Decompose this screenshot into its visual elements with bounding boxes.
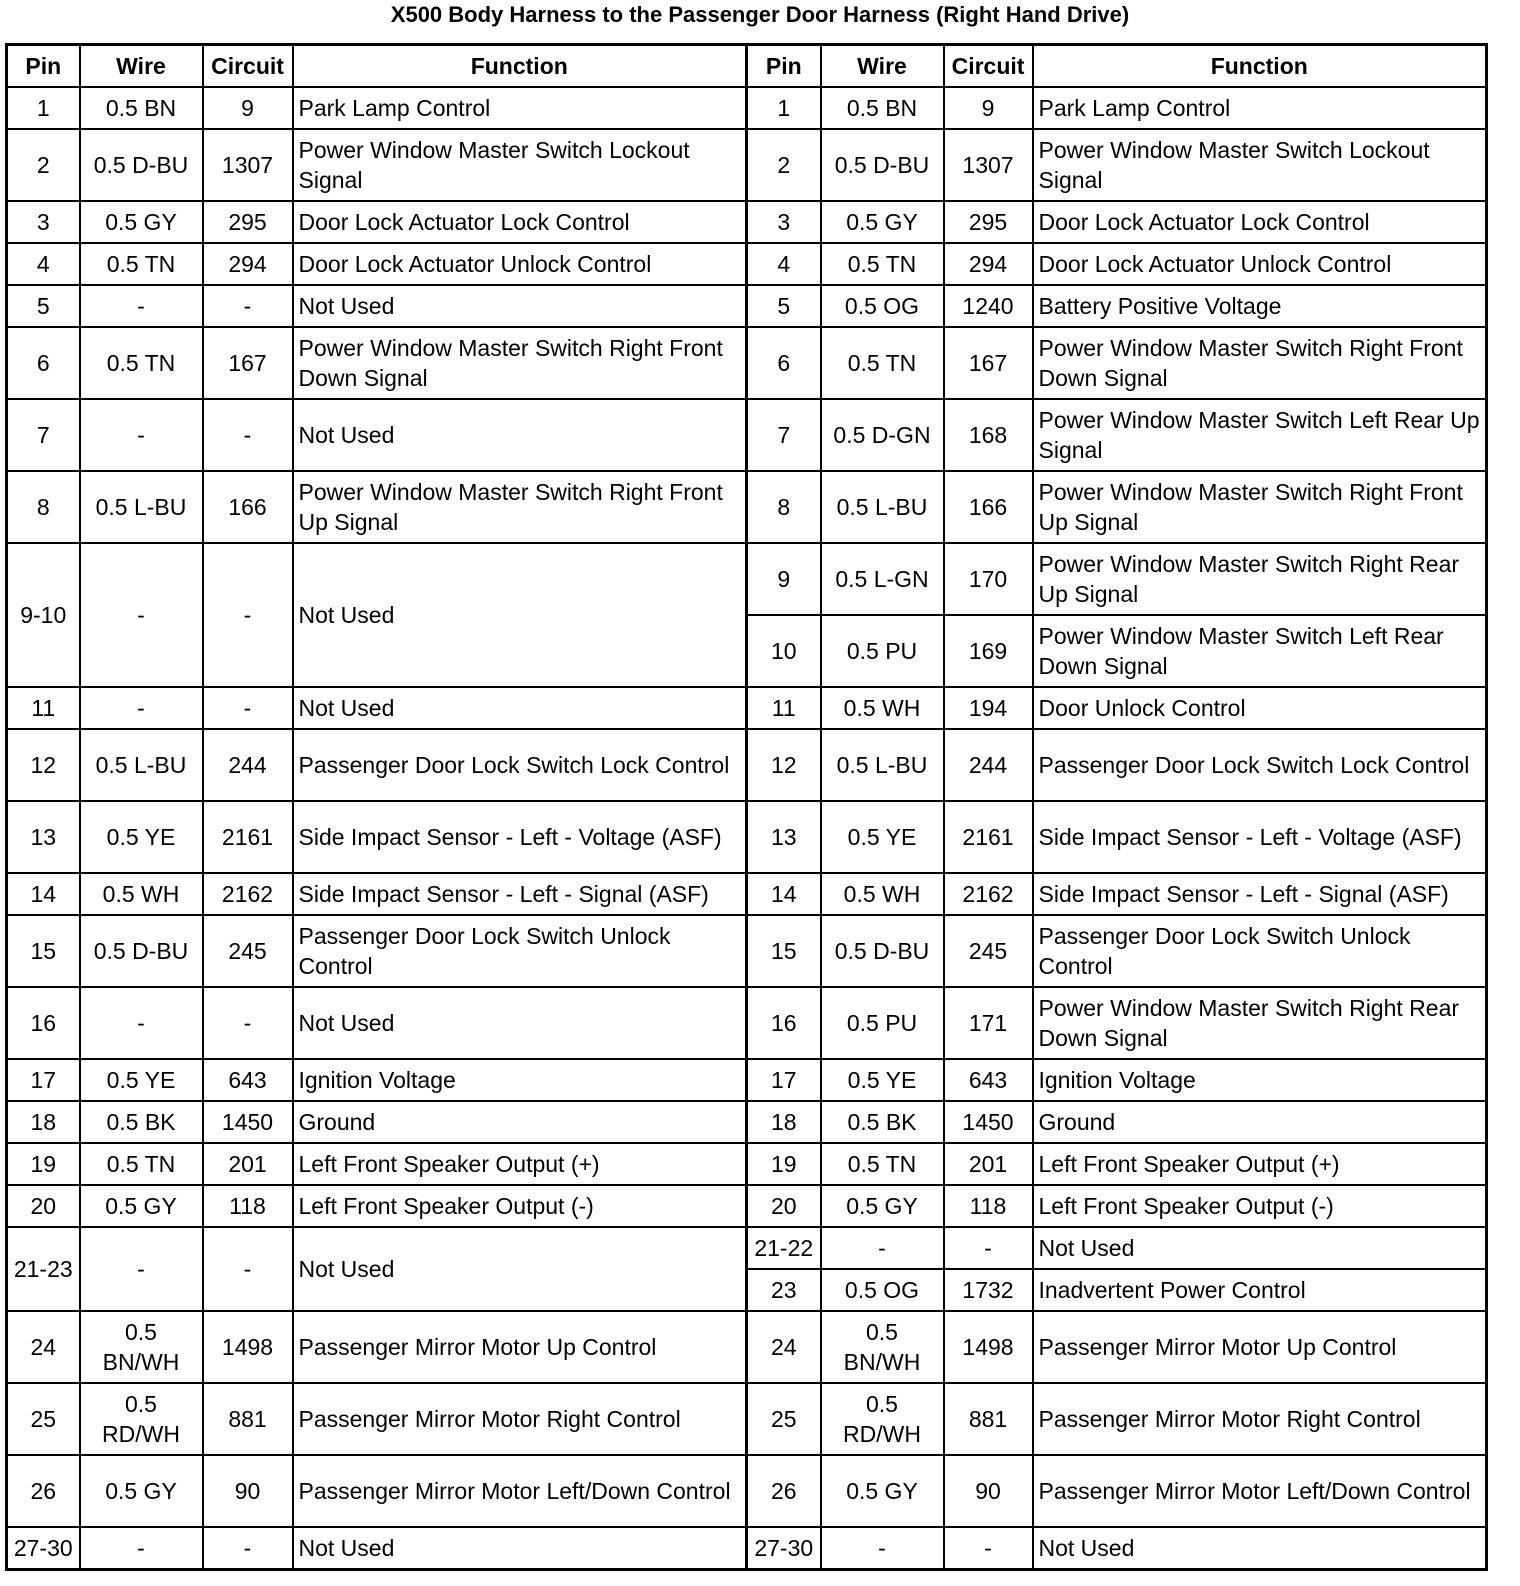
left-pin-cell: 8	[7, 471, 80, 543]
header-function-left: Function	[293, 45, 747, 88]
right-function-cell: Power Window Master Switch Right Rear Down Signal	[1033, 987, 1487, 1059]
right-circuit-cell: 295	[944, 201, 1033, 243]
right-wire-cell: 0.5 YE	[821, 801, 944, 873]
right-function-cell: Passenger Door Lock Switch Unlock Control	[1033, 915, 1487, 987]
header-pin-left: Pin	[7, 45, 80, 88]
right-pin-cell: 12	[747, 729, 821, 801]
left-pin-cell: 6	[7, 327, 80, 399]
right-pin-cell: 9	[747, 543, 821, 615]
left-pin-cell: 7	[7, 399, 80, 471]
left-pin-cell: 15	[7, 915, 80, 987]
table-row	[7, 687, 1487, 729]
right-pin-cell: 4	[747, 243, 821, 285]
right-function-cell: Power Window Master Switch Left Rear Down Signal	[1033, 615, 1487, 687]
left-wire-cell: -	[80, 399, 203, 471]
left-function-cell: Ignition Voltage	[293, 1059, 747, 1101]
right-function-cell: Park Lamp Control	[1033, 87, 1487, 129]
right-wire-cell: 0.5 L-BU	[821, 471, 944, 543]
table-row	[7, 729, 1487, 801]
right-wire-cell: -	[821, 1227, 944, 1269]
left-wire-cell: 0.5 TN	[80, 327, 203, 399]
right-wire-cell: 0.5 GY	[821, 1455, 944, 1527]
right-pin-cell: 10	[747, 615, 821, 687]
left-function-cell: Power Window Master Switch Right Front Up Signal	[293, 471, 747, 543]
left-function-cell: Not Used	[293, 687, 747, 729]
right-wire-cell: 0.5 TN	[821, 243, 944, 285]
table-row	[7, 1311, 1487, 1383]
left-pin-cell: 21-23	[7, 1227, 80, 1311]
left-function-cell: Side Impact Sensor - Left - Voltage (ASF)	[293, 801, 747, 873]
left-wire-cell: 0.5 L-BU	[80, 471, 203, 543]
page-title: X500 Body Harness to the Passenger Door Harness (Right Hand Drive)	[390, 2, 1130, 27]
table-row	[7, 201, 1487, 243]
left-wire-cell: 0.5 BN	[80, 87, 203, 129]
right-circuit-cell: 1307	[944, 129, 1033, 201]
left-circuit-cell: 1307	[203, 129, 293, 201]
left-circuit-cell: 294	[203, 243, 293, 285]
right-function-cell: Power Window Master Switch Right Front Up Signal	[1033, 471, 1487, 543]
left-pin-cell: 5	[7, 285, 80, 327]
right-wire-cell: 0.5 GY	[821, 1185, 944, 1227]
right-pin-cell: 17	[747, 1059, 821, 1101]
left-wire-cell: 0.5 D-BU	[80, 129, 203, 201]
table-row	[7, 1059, 1487, 1101]
right-function-cell: Left Front Speaker Output (-)	[1033, 1185, 1487, 1227]
right-wire-cell: -	[821, 1527, 944, 1569]
left-wire-cell: 0.5 GY	[80, 1185, 203, 1227]
left-wire-cell: -	[80, 1527, 203, 1569]
header-circuit-right: Circuit	[944, 45, 1033, 88]
left-circuit-cell: -	[203, 285, 293, 327]
right-wire-cell: 0.5 YE	[821, 1059, 944, 1101]
right-circuit-cell: 118	[944, 1185, 1033, 1227]
right-wire-cell: 0.5 GY	[821, 201, 944, 243]
header-pin-right: Pin	[747, 45, 821, 88]
table-row	[7, 87, 1487, 129]
right-circuit-cell: 167	[944, 327, 1033, 399]
table-row	[7, 801, 1487, 873]
left-pin-cell: 24	[7, 1311, 80, 1383]
left-pin-cell: 18	[7, 1101, 80, 1143]
right-pin-cell: 1	[747, 87, 821, 129]
table-row	[7, 873, 1487, 915]
right-pin-cell: 16	[747, 987, 821, 1059]
header-row	[7, 45, 1487, 88]
right-pin-cell: 8	[747, 471, 821, 543]
harness-table-body	[7, 87, 1487, 1569]
right-wire-cell: 0.5 TN	[821, 1143, 944, 1185]
table-row	[7, 285, 1487, 327]
right-pin-cell: 23	[747, 1269, 821, 1311]
right-pin-cell: 21-22	[747, 1227, 821, 1269]
left-pin-cell: 14	[7, 873, 80, 915]
right-wire-cell: 0.5 OG	[821, 285, 944, 327]
harness-table-wrapper	[5, 43, 1488, 1571]
left-circuit-cell: 643	[203, 1059, 293, 1101]
table-row	[7, 1227, 1487, 1269]
right-function-cell: Ignition Voltage	[1033, 1059, 1487, 1101]
left-circuit-cell: 167	[203, 327, 293, 399]
left-function-cell: Not Used	[293, 987, 747, 1059]
right-function-cell: Power Window Master Switch Right Front Down Signal	[1033, 327, 1487, 399]
right-wire-cell: 0.5 D-BU	[821, 129, 944, 201]
left-circuit-cell: -	[203, 1227, 293, 1311]
left-pin-cell: 3	[7, 201, 80, 243]
left-pin-cell: 4	[7, 243, 80, 285]
table-row	[7, 471, 1487, 543]
table-row	[7, 129, 1487, 201]
right-wire-cell: 0.5 WH	[821, 687, 944, 729]
left-function-cell: Not Used	[293, 1227, 747, 1311]
left-pin-cell: 17	[7, 1059, 80, 1101]
left-wire-cell: -	[80, 285, 203, 327]
right-circuit-cell: 201	[944, 1143, 1033, 1185]
left-circuit-cell: 244	[203, 729, 293, 801]
left-circuit-cell: 166	[203, 471, 293, 543]
left-function-cell: Left Front Speaker Output (-)	[293, 1185, 747, 1227]
right-wire-cell: 0.5 PU	[821, 987, 944, 1059]
right-pin-cell: 5	[747, 285, 821, 327]
left-wire-cell: 0.5 D-BU	[80, 915, 203, 987]
right-circuit-cell: 90	[944, 1455, 1033, 1527]
table-row	[7, 399, 1487, 471]
left-function-cell: Power Window Master Switch Right Front Down Signal	[293, 327, 747, 399]
right-circuit-cell: 1450	[944, 1101, 1033, 1143]
right-wire-cell: 0.5 TN	[821, 327, 944, 399]
right-pin-cell: 27-30	[747, 1527, 821, 1569]
right-circuit-cell: 169	[944, 615, 1033, 687]
right-circuit-cell: -	[944, 1527, 1033, 1569]
right-circuit-cell: 171	[944, 987, 1033, 1059]
left-circuit-cell: -	[203, 687, 293, 729]
left-function-cell: Door Lock Actuator Unlock Control	[293, 243, 747, 285]
left-function-cell: Passenger Mirror Motor Left/Down Control	[293, 1455, 747, 1527]
left-wire-cell: 0.5 BK	[80, 1101, 203, 1143]
left-pin-cell: 9-10	[7, 543, 80, 687]
table-row	[7, 1143, 1487, 1185]
right-pin-cell: 6	[747, 327, 821, 399]
left-wire-cell: 0.5 TN	[80, 1143, 203, 1185]
left-function-cell: Not Used	[293, 543, 747, 687]
right-wire-cell: 0.5 D-GN	[821, 399, 944, 471]
left-wire-cell: -	[80, 687, 203, 729]
left-function-cell: Passenger Mirror Motor Up Control	[293, 1311, 747, 1383]
right-function-cell: Power Window Master Switch Right Rear Up Signal	[1033, 543, 1487, 615]
right-circuit-cell: 9	[944, 87, 1033, 129]
right-function-cell: Passenger Mirror Motor Right Control	[1033, 1383, 1487, 1455]
right-pin-cell: 3	[747, 201, 821, 243]
right-circuit-cell: -	[944, 1227, 1033, 1269]
right-function-cell: Not Used	[1033, 1227, 1487, 1269]
right-wire-cell: 0.5 PU	[821, 615, 944, 687]
left-pin-cell: 16	[7, 987, 80, 1059]
right-function-cell: Power Window Master Switch Lockout Signal	[1033, 129, 1487, 201]
left-pin-cell: 1	[7, 87, 80, 129]
right-function-cell: Power Window Master Switch Left Rear Up Signal	[1033, 399, 1487, 471]
left-pin-cell: 13	[7, 801, 80, 873]
table-row	[7, 543, 1487, 615]
right-circuit-cell: 244	[944, 729, 1033, 801]
table-row	[7, 327, 1487, 399]
left-pin-cell: 25	[7, 1383, 80, 1455]
table-row	[7, 1455, 1487, 1527]
right-pin-cell: 14	[747, 873, 821, 915]
table-row	[7, 1527, 1487, 1569]
right-function-cell: Battery Positive Voltage	[1033, 285, 1487, 327]
right-pin-cell: 13	[747, 801, 821, 873]
left-circuit-cell: 201	[203, 1143, 293, 1185]
right-pin-cell: 19	[747, 1143, 821, 1185]
right-wire-cell: 0.5 L-GN	[821, 543, 944, 615]
right-function-cell: Door Lock Actuator Lock Control	[1033, 201, 1487, 243]
table-row	[7, 987, 1487, 1059]
left-circuit-cell: 118	[203, 1185, 293, 1227]
header-function-right: Function	[1033, 45, 1487, 88]
right-function-cell: Inadvertent Power Control	[1033, 1269, 1487, 1311]
left-wire-cell: 0.5 GY	[80, 201, 203, 243]
left-function-cell: Left Front Speaker Output (+)	[293, 1143, 747, 1185]
left-circuit-cell: 2162	[203, 873, 293, 915]
header-circuit-left: Circuit	[203, 45, 293, 88]
left-function-cell: Park Lamp Control	[293, 87, 747, 129]
left-wire-cell: 0.5 WH	[80, 873, 203, 915]
left-function-cell: Ground	[293, 1101, 747, 1143]
right-function-cell: Ground	[1033, 1101, 1487, 1143]
table-row	[7, 1101, 1487, 1143]
right-pin-cell: 18	[747, 1101, 821, 1143]
right-pin-cell: 11	[747, 687, 821, 729]
left-function-cell: Passenger Door Lock Switch Unlock Control	[293, 915, 747, 987]
left-pin-cell: 2	[7, 129, 80, 201]
left-function-cell: Passenger Door Lock Switch Lock Control	[293, 729, 747, 801]
left-function-cell: Door Lock Actuator Lock Control	[293, 201, 747, 243]
right-pin-cell: 2	[747, 129, 821, 201]
left-wire-cell: 0.5 L-BU	[80, 729, 203, 801]
right-circuit-cell: 1498	[944, 1311, 1033, 1383]
right-function-cell: Passenger Mirror Motor Left/Down Control	[1033, 1455, 1487, 1527]
left-pin-cell: 27-30	[7, 1527, 80, 1569]
left-function-cell: Not Used	[293, 285, 747, 327]
left-wire-cell: 0.5 YE	[80, 801, 203, 873]
right-circuit-cell: 245	[944, 915, 1033, 987]
right-pin-cell: 26	[747, 1455, 821, 1527]
header-wire-left: Wire	[80, 45, 203, 88]
left-circuit-cell: -	[203, 987, 293, 1059]
left-circuit-cell: -	[203, 1527, 293, 1569]
right-wire-cell: 0.5 BK	[821, 1101, 944, 1143]
table-row	[7, 243, 1487, 285]
left-circuit-cell: 90	[203, 1455, 293, 1527]
left-function-cell: Side Impact Sensor - Left - Signal (ASF)	[293, 873, 747, 915]
right-wire-cell: 0.5 L-BU	[821, 729, 944, 801]
right-function-cell: Left Front Speaker Output (+)	[1033, 1143, 1487, 1185]
left-circuit-cell: 881	[203, 1383, 293, 1455]
right-pin-cell: 20	[747, 1185, 821, 1227]
left-pin-cell: 11	[7, 687, 80, 729]
right-function-cell: Door Unlock Control	[1033, 687, 1487, 729]
left-circuit-cell: -	[203, 543, 293, 687]
right-wire-cell: 0.5 BN	[821, 87, 944, 129]
right-circuit-cell: 643	[944, 1059, 1033, 1101]
right-pin-cell: 7	[747, 399, 821, 471]
left-wire-cell: 0.5 GY	[80, 1455, 203, 1527]
right-wire-cell: 0.5 D-BU	[821, 915, 944, 987]
right-function-cell: Not Used	[1033, 1527, 1487, 1569]
left-function-cell: Passenger Mirror Motor Right Control	[293, 1383, 747, 1455]
left-wire-cell: -	[80, 987, 203, 1059]
left-wire-cell: -	[80, 1227, 203, 1311]
right-circuit-cell: 1240	[944, 285, 1033, 327]
left-circuit-cell: 245	[203, 915, 293, 987]
right-circuit-cell: 168	[944, 399, 1033, 471]
left-circuit-cell: -	[203, 399, 293, 471]
left-wire-cell: 0.5 RD/WH	[80, 1383, 203, 1455]
left-circuit-cell: 295	[203, 201, 293, 243]
right-wire-cell: 0.5 WH	[821, 873, 944, 915]
right-pin-cell: 24	[747, 1311, 821, 1383]
header-wire-right: Wire	[821, 45, 944, 88]
left-function-cell: Not Used	[293, 1527, 747, 1569]
left-function-cell: Power Window Master Switch Lockout Signal	[293, 129, 747, 201]
left-circuit-cell: 1450	[203, 1101, 293, 1143]
right-function-cell: Side Impact Sensor - Left - Signal (ASF)	[1033, 873, 1487, 915]
left-pin-cell: 19	[7, 1143, 80, 1185]
right-function-cell: Side Impact Sensor - Left - Voltage (ASF)	[1033, 801, 1487, 873]
right-pin-cell: 25	[747, 1383, 821, 1455]
right-circuit-cell: 166	[944, 471, 1033, 543]
right-wire-cell: 0.5 BN/WH	[821, 1311, 944, 1383]
right-wire-cell: 0.5 RD/WH	[821, 1383, 944, 1455]
left-function-cell: Not Used	[293, 399, 747, 471]
table-row	[7, 1383, 1487, 1455]
right-function-cell: Passenger Mirror Motor Up Control	[1033, 1311, 1487, 1383]
left-circuit-cell: 2161	[203, 801, 293, 873]
right-wire-cell: 0.5 OG	[821, 1269, 944, 1311]
left-wire-cell: -	[80, 543, 203, 687]
left-wire-cell: 0.5 BN/WH	[80, 1311, 203, 1383]
right-pin-cell: 15	[747, 915, 821, 987]
right-circuit-cell: 1732	[944, 1269, 1033, 1311]
left-pin-cell: 12	[7, 729, 80, 801]
right-circuit-cell: 170	[944, 543, 1033, 615]
right-circuit-cell: 881	[944, 1383, 1033, 1455]
right-function-cell: Door Lock Actuator Unlock Control	[1033, 243, 1487, 285]
left-wire-cell: 0.5 TN	[80, 243, 203, 285]
right-circuit-cell: 2161	[944, 801, 1033, 873]
table-row	[7, 1185, 1487, 1227]
right-circuit-cell: 194	[944, 687, 1033, 729]
left-circuit-cell: 1498	[203, 1311, 293, 1383]
right-circuit-cell: 2162	[944, 873, 1033, 915]
left-pin-cell: 20	[7, 1185, 80, 1227]
right-circuit-cell: 294	[944, 243, 1033, 285]
left-wire-cell: 0.5 YE	[80, 1059, 203, 1101]
left-circuit-cell: 9	[203, 87, 293, 129]
table-row	[7, 915, 1487, 987]
harness-table	[5, 43, 1488, 1571]
right-function-cell: Passenger Door Lock Switch Lock Control	[1033, 729, 1487, 801]
left-pin-cell: 26	[7, 1455, 80, 1527]
